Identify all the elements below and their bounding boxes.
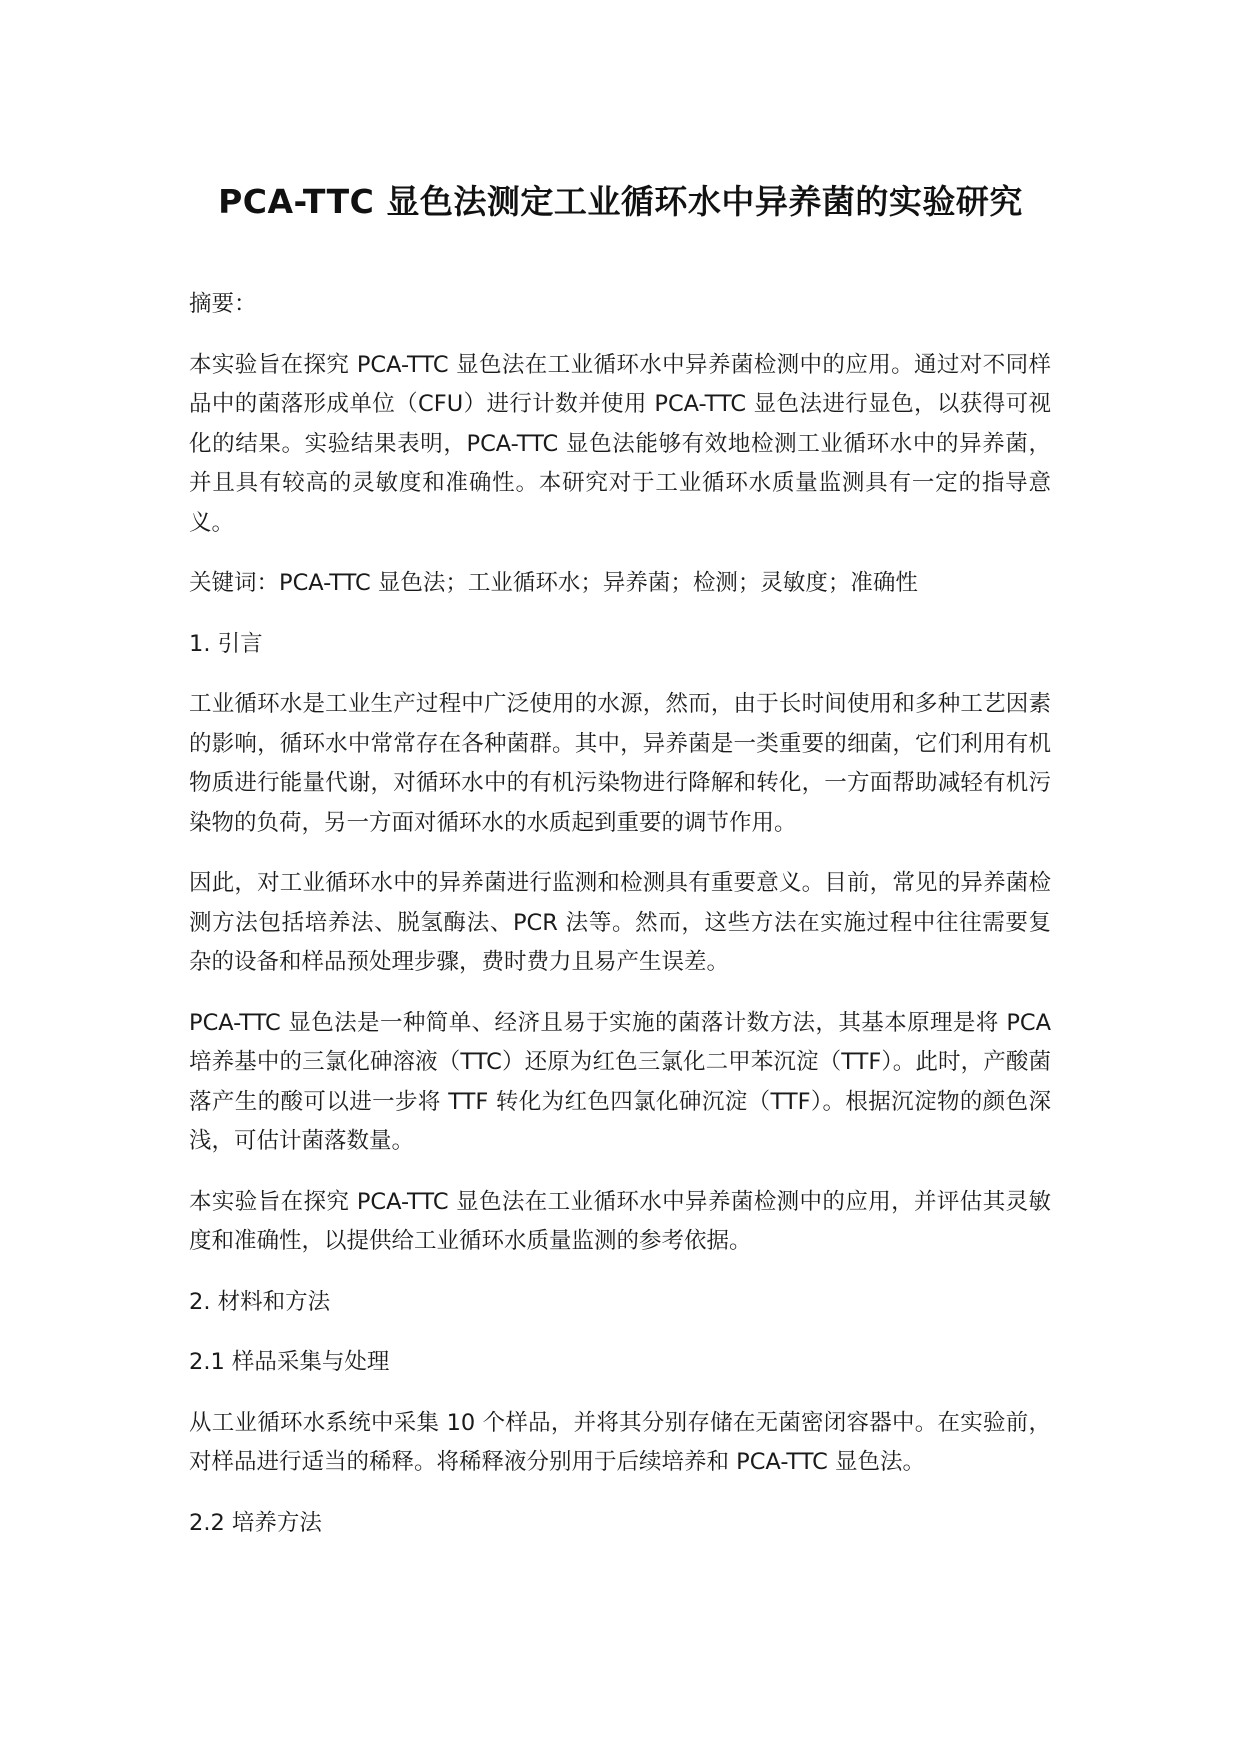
intro-paragraph-3: PCA-TTC 显色法是一种简单、经济且易于实施的菌落计数方法，其基本原理是将 PCA 培养基中的三氯化砷溶液（TTC）还原为红色三氯化二甲苯沉淀（TTF）。此时，产酸菌落产生的酸可以进一步将 TTF 转化为红色四氯化砷沉淀（TTF）。根据沉淀物的颜色深浅，可估计菌落数量。 bbox=[189, 1009, 1051, 1154]
intro-paragraph-4: 本实验旨在探究 PCA-TTC 显色法在工业循环水中异养菌检测中的应用，并评估其灵敏度和准确性，以提供给工业循环水质量监测的参考依据。 bbox=[189, 1188, 1051, 1254]
section-2-heading: 2. 材料和方法 bbox=[189, 1288, 331, 1315]
section-2-1-heading: 2.1 样品采集与处理 bbox=[189, 1349, 390, 1375]
section-2-2-heading: 2.2 培养方法 bbox=[189, 1509, 322, 1536]
section-1-heading: 1. 引言 bbox=[189, 630, 263, 657]
abstract-label: 摘要： bbox=[189, 291, 257, 317]
paper-title: PCA-TTC 显色法测定工业循环水中异养菌的实验研究 bbox=[218, 182, 1023, 221]
abstract-paragraph: 本实验旨在探究 PCA-TTC 显色法在工业循环水中异养菌检测中的应用。通过对不同样品中的菌落形成单位（CFU）进行计数并使用 PCA-TTC 显色法进行显色，以获得可视化的结果。实验结果表明，PCA-TTC 显色法能够有效地检测工业循环水中的异养菌，并且具有较高的灵敏度和准确性。本研究对于工业循环水质量监测具有一定的指导意义。 bbox=[189, 351, 1051, 536]
keywords-line: 关键词：PCA-TTC 显色法；工业循环水；异养菌；检测；灵敏度；准确性 bbox=[189, 570, 918, 596]
intro-paragraph-2: 因此，对工业循环水中的异养菌进行监测和检测具有重要意义。目前，常见的异养菌检测方法包括培养法、脱氢酶法、PCR 法等。然而，这些方法在实施过程中往往需要复杂的设备和样品预处理步骤，费时费力且易产生误差。 bbox=[189, 870, 1051, 975]
intro-paragraph-1: 工业循环水是工业生产过程中广泛使用的水源，然而，由于长时间使用和多种工艺因素的影响，循环水中常常存在各种菌群。其中，异养菌是一类重要的细菌，它们利用有机物质进行能量代谢，对循环水中的有机污染物进行降解和转化，一方面帮助减轻有机污染物的负荷，另一方面对循环水的水质起到重要的调节作用。 bbox=[189, 691, 1051, 836]
section-2-1-paragraph: 从工业循环水系统中采集 10 个样品，并将其分别存储在无菌密闭容器中。在实验前，对样品进行适当的稀释。将稀释液分别用于后续培养和 PCA-TTC 显色法。 bbox=[189, 1409, 1051, 1475]
paper-body bbox=[189, 285, 1051, 1564]
